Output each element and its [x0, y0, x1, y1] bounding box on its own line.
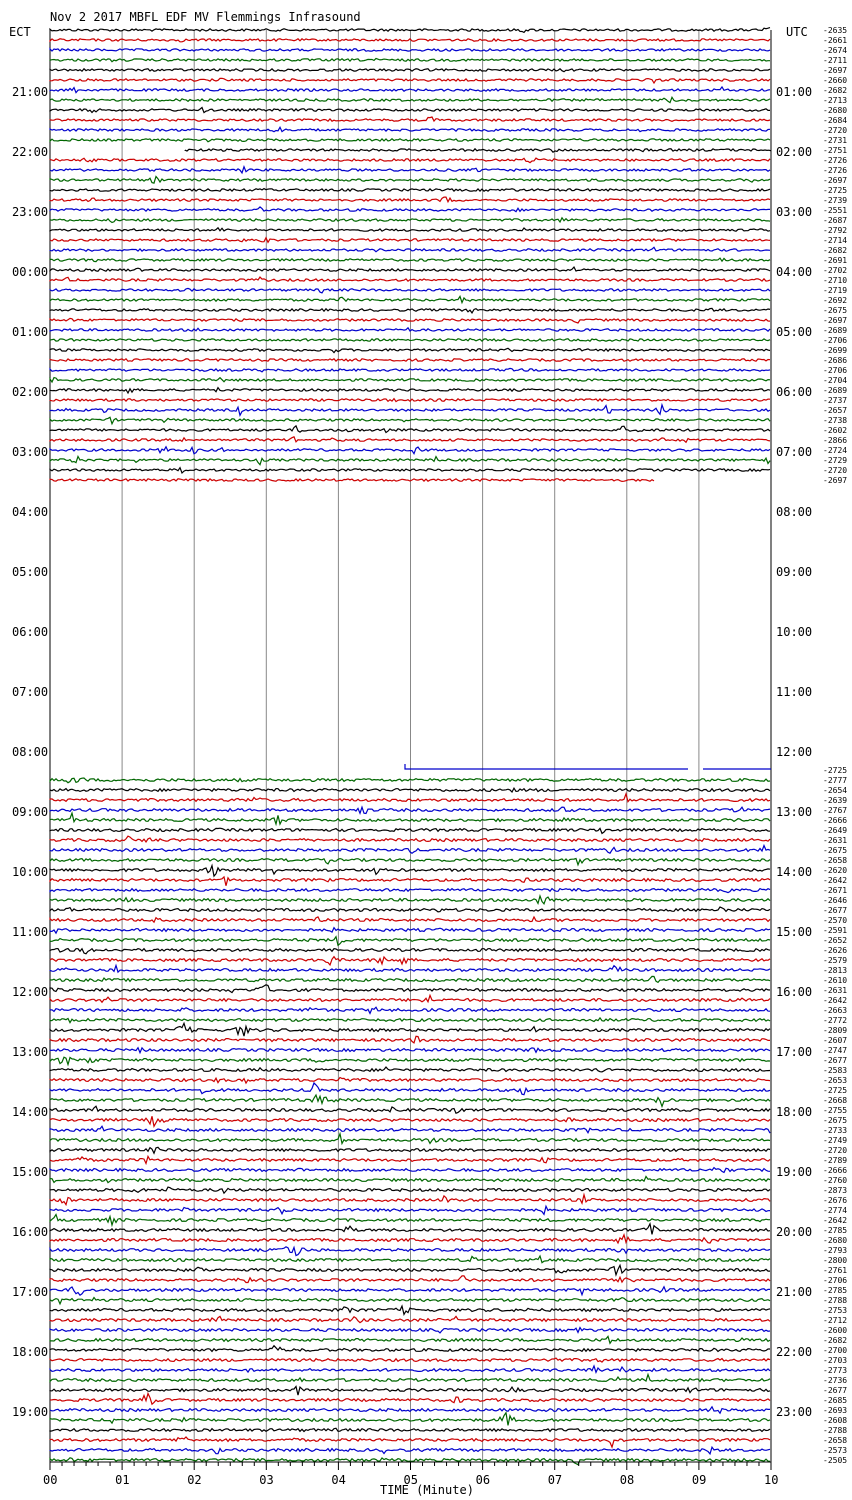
- trace-scale-label: -2712: [823, 1316, 848, 1325]
- trace-scale-label: -2725: [823, 1086, 848, 1095]
- trace-scale-label: -2706: [823, 1276, 848, 1285]
- trace-scale-label: -2724: [823, 446, 848, 455]
- trace-scale-label: -2697: [823, 476, 848, 485]
- trace-scale-label: -2733: [823, 1126, 848, 1135]
- x-tick-label: 10: [764, 1473, 779, 1487]
- axis-layer: [50, 1462, 771, 1470]
- left-hour-label: 05:00: [12, 565, 49, 579]
- trace-scale-label: -2689: [823, 386, 848, 395]
- trace-scale-label: -2800: [823, 1256, 848, 1265]
- right-hour-label: 21:00: [776, 1285, 813, 1299]
- x-tick-label: 02: [187, 1473, 202, 1487]
- trace-scale-label: -2676: [823, 1196, 848, 1205]
- right-hour-label: 20:00: [776, 1225, 813, 1239]
- trace-scale-label: -2666: [823, 816, 848, 825]
- trace-scale-label: -2777: [823, 776, 848, 785]
- right-hour-label: 03:00: [776, 205, 813, 219]
- right-hour-label: 16:00: [776, 985, 813, 999]
- trace-scale-label: -2653: [823, 1076, 848, 1085]
- x-tick-label: 07: [547, 1473, 563, 1487]
- right-hour-label: 04:00: [776, 265, 813, 279]
- trace-scale-label: -2793: [823, 1246, 848, 1255]
- seismic-trace: [185, 149, 771, 152]
- trace-scale-label: -2649: [823, 826, 848, 835]
- trace-scale-label: -2729: [823, 456, 848, 465]
- label-layer: [12, 26, 847, 1487]
- right-hour-label: 01:00: [776, 85, 813, 99]
- trace-scale-label: -2631: [823, 986, 848, 995]
- trace-scale-label: -2731: [823, 136, 848, 145]
- right-hour-label: 15:00: [776, 925, 813, 939]
- right-hour-label: 07:00: [776, 445, 813, 459]
- left-hour-label: 15:00: [12, 1165, 49, 1179]
- trace-scale-label: -2772: [823, 1016, 848, 1025]
- trace-scale-label: -2725: [823, 766, 848, 775]
- trace-scale-label: -2785: [823, 1226, 848, 1235]
- trace-scale-label: -2620: [823, 866, 848, 875]
- trace-scale-label: -2711: [823, 56, 848, 65]
- x-tick-label: 05: [403, 1473, 418, 1487]
- trace-scale-label: -2788: [823, 1296, 848, 1305]
- trace-scale-label: -2689: [823, 326, 848, 335]
- left-hour-label: 11:00: [12, 925, 49, 939]
- trace-scale-label: -2767: [823, 806, 848, 815]
- trace-scale-label: -2675: [823, 306, 848, 315]
- x-tick-label: 04: [331, 1473, 346, 1487]
- left-hour-label: 04:00: [12, 505, 49, 519]
- trace-scale-label: -2720: [823, 466, 848, 475]
- trace-scale-label: -2631: [823, 836, 848, 845]
- trace-scale-label: -2551: [823, 206, 848, 215]
- trace-scale-label: -2699: [823, 346, 848, 355]
- trace-scale-label: -2789: [823, 1156, 848, 1165]
- x-tick-label: 08: [619, 1473, 635, 1487]
- trace-scale-label: -2704: [823, 376, 848, 385]
- trace-scale-label: -2703: [823, 1356, 848, 1365]
- trace-scale-label: -2674: [823, 46, 848, 55]
- trace-scale-label: -2726: [823, 166, 848, 175]
- trace-scale-label: -2792: [823, 226, 848, 235]
- left-hour-label: 14:00: [12, 1105, 49, 1119]
- trace-scale-label: -2652: [823, 936, 848, 945]
- trace-scale-label: -2739: [823, 196, 848, 205]
- trace-scale-label: -2602: [823, 426, 848, 435]
- left-hour-label: 23:00: [12, 205, 49, 219]
- trace-scale-label: -2654: [823, 786, 848, 795]
- trace-scale-label: -2583: [823, 1066, 848, 1075]
- trace-scale-label: -2682: [823, 1336, 848, 1345]
- right-hour-label: 22:00: [776, 1345, 813, 1359]
- trace-scale-label: -2755: [823, 1106, 848, 1115]
- trace-scale-label: -2726: [823, 156, 848, 165]
- left-timezone-label: ECT: [9, 25, 31, 39]
- left-hour-label: 21:00: [12, 85, 49, 99]
- trace-scale-label: -2642: [823, 1216, 848, 1225]
- trace-scale-label: -2691: [823, 256, 848, 265]
- trace-scale-label: -2736: [823, 1376, 848, 1385]
- right-hour-label: 14:00: [776, 865, 813, 879]
- trace-scale-label: -2635: [823, 26, 848, 35]
- trace-scale-label: -2685: [823, 1396, 848, 1405]
- trace-scale-label: -2719: [823, 286, 848, 295]
- right-hour-label: 23:00: [776, 1405, 813, 1419]
- trace-scale-label: -2753: [823, 1306, 848, 1315]
- trace-scale-label: -2682: [823, 246, 848, 255]
- trace-scale-label: -2626: [823, 946, 848, 955]
- left-hour-label: 09:00: [12, 805, 49, 819]
- trace-scale-label: -2682: [823, 86, 848, 95]
- trace-scale-label: -2700: [823, 1346, 848, 1355]
- trace-scale-label: -2774: [823, 1206, 848, 1215]
- trace-scale-label: -2591: [823, 926, 848, 935]
- left-hour-label: 03:00: [12, 445, 49, 459]
- trace-scale-label: -2738: [823, 416, 848, 425]
- trace-scale-label: -2697: [823, 316, 848, 325]
- left-hour-label: 22:00: [12, 145, 49, 159]
- trace-scale-label: -2642: [823, 876, 848, 885]
- trace-scale-label: -2666: [823, 1166, 848, 1175]
- trace-scale-label: -2692: [823, 296, 848, 305]
- trace-scale-label: -2661: [823, 36, 848, 45]
- left-hour-label: 02:00: [12, 385, 49, 399]
- left-hour-label: 12:00: [12, 985, 49, 999]
- trace-scale-label: -2680: [823, 1236, 848, 1245]
- x-tick-label: 09: [691, 1473, 707, 1487]
- trace-scale-label: -2697: [823, 66, 848, 75]
- trace-scale-label: -2600: [823, 1326, 848, 1335]
- trace-scale-label: -2675: [823, 846, 848, 855]
- left-hour-label: 08:00: [12, 745, 49, 759]
- trace-scale-label: -2687: [823, 216, 848, 225]
- right-hour-label: 02:00: [776, 145, 813, 159]
- trace-scale-label: -2749: [823, 1136, 848, 1145]
- x-tick-label: 00: [43, 1473, 58, 1487]
- trace-scale-label: -2610: [823, 976, 848, 985]
- left-hour-label: 01:00: [12, 325, 49, 339]
- trace-scale-label: -2873: [823, 1186, 848, 1195]
- x-tick-label: 03: [259, 1473, 274, 1487]
- right-hour-label: 06:00: [776, 385, 813, 399]
- trace-scale-label: -2720: [823, 126, 848, 135]
- trace-scale-label: -2505: [823, 1456, 848, 1465]
- trace-scale-label: -2675: [823, 1116, 848, 1125]
- trace-scale-label: -2658: [823, 856, 848, 865]
- right-hour-label: 18:00: [776, 1105, 813, 1119]
- left-hour-label: 17:00: [12, 1285, 49, 1299]
- trace-scale-label: -2751: [823, 146, 848, 155]
- right-hour-label: 11:00: [776, 685, 813, 699]
- trace-scale-label: -2809: [823, 1026, 848, 1035]
- chart-title: Nov 2 2017 MBFL EDF MV Flemmings Infrasound: [50, 10, 361, 24]
- seismic-trace: [405, 764, 688, 769]
- left-hour-label: 10:00: [12, 865, 49, 879]
- trace-scale-label: -2866: [823, 436, 848, 445]
- trace-scale-label: -2639: [823, 796, 848, 805]
- trace-scale-label: -2573: [823, 1446, 848, 1455]
- left-hour-label: 00:00: [12, 265, 49, 279]
- x-tick-label: 01: [115, 1473, 130, 1487]
- left-hour-label: 07:00: [12, 685, 49, 699]
- trace-scale-label: -2773: [823, 1366, 848, 1375]
- trace-scale-label: -2788: [823, 1426, 848, 1435]
- trace-scale-label: -2642: [823, 996, 848, 1005]
- left-hour-label: 18:00: [12, 1345, 49, 1359]
- trace-scale-label: -2668: [823, 1096, 848, 1105]
- left-hour-label: 19:00: [12, 1405, 49, 1419]
- right-hour-label: 17:00: [776, 1045, 813, 1059]
- right-hour-label: 12:00: [776, 745, 813, 759]
- trace-scale-label: -2680: [823, 106, 848, 115]
- trace-scale-label: -2720: [823, 1146, 848, 1155]
- trace-scale-label: -2677: [823, 1056, 848, 1065]
- x-axis-label: TIME (Minute): [380, 1483, 474, 1497]
- trace-scale-label: -2760: [823, 1176, 848, 1185]
- trace-scale-label: -2710: [823, 276, 848, 285]
- trace-scale-label: -2761: [823, 1266, 848, 1275]
- right-hour-label: 09:00: [776, 565, 813, 579]
- trace-scale-label: -2714: [823, 236, 848, 245]
- trace-scale-label: -2658: [823, 1436, 848, 1445]
- trace-scale-label: -2693: [823, 1406, 848, 1415]
- trace-scale-label: -2663: [823, 1006, 848, 1015]
- right-timezone-label: UTC: [786, 25, 808, 39]
- trace-scale-label: -2706: [823, 336, 848, 345]
- trace-scale-label: -2785: [823, 1286, 848, 1295]
- right-hour-label: 05:00: [776, 325, 813, 339]
- trace-scale-label: -2677: [823, 906, 848, 915]
- trace-scale-label: -2671: [823, 886, 848, 895]
- left-hour-label: 13:00: [12, 1045, 49, 1059]
- trace-scale-label: -2813: [823, 966, 848, 975]
- right-hour-label: 13:00: [776, 805, 813, 819]
- left-hour-label: 06:00: [12, 625, 49, 639]
- trace-scale-label: -2747: [823, 1046, 848, 1055]
- right-hour-label: 08:00: [776, 505, 813, 519]
- right-hour-label: 19:00: [776, 1165, 813, 1179]
- trace-scale-label: -2702: [823, 266, 848, 275]
- trace-scale-label: -2570: [823, 916, 848, 925]
- trace-scale-label: -2607: [823, 1036, 848, 1045]
- trace-scale-label: -2706: [823, 366, 848, 375]
- trace-scale-label: -2697: [823, 176, 848, 185]
- trace-scale-label: -2677: [823, 1386, 848, 1395]
- trace-scale-label: -2646: [823, 896, 848, 905]
- grid-layer: [50, 30, 771, 1462]
- trace-scale-label: -2713: [823, 96, 848, 105]
- trace-scale-label: -2608: [823, 1416, 848, 1425]
- left-hour-label: 16:00: [12, 1225, 49, 1239]
- trace-scale-label: -2657: [823, 406, 848, 415]
- trace-scale-label: -2686: [823, 356, 848, 365]
- trace-scale-label: -2684: [823, 116, 848, 125]
- right-hour-label: 10:00: [776, 625, 813, 639]
- trace-scale-label: -2579: [823, 956, 848, 965]
- trace-scale-label: -2737: [823, 396, 848, 405]
- x-tick-label: 06: [475, 1473, 491, 1487]
- seismic-trace: [50, 479, 654, 482]
- trace-scale-label: -2725: [823, 186, 848, 195]
- trace-scale-label: -2660: [823, 76, 848, 85]
